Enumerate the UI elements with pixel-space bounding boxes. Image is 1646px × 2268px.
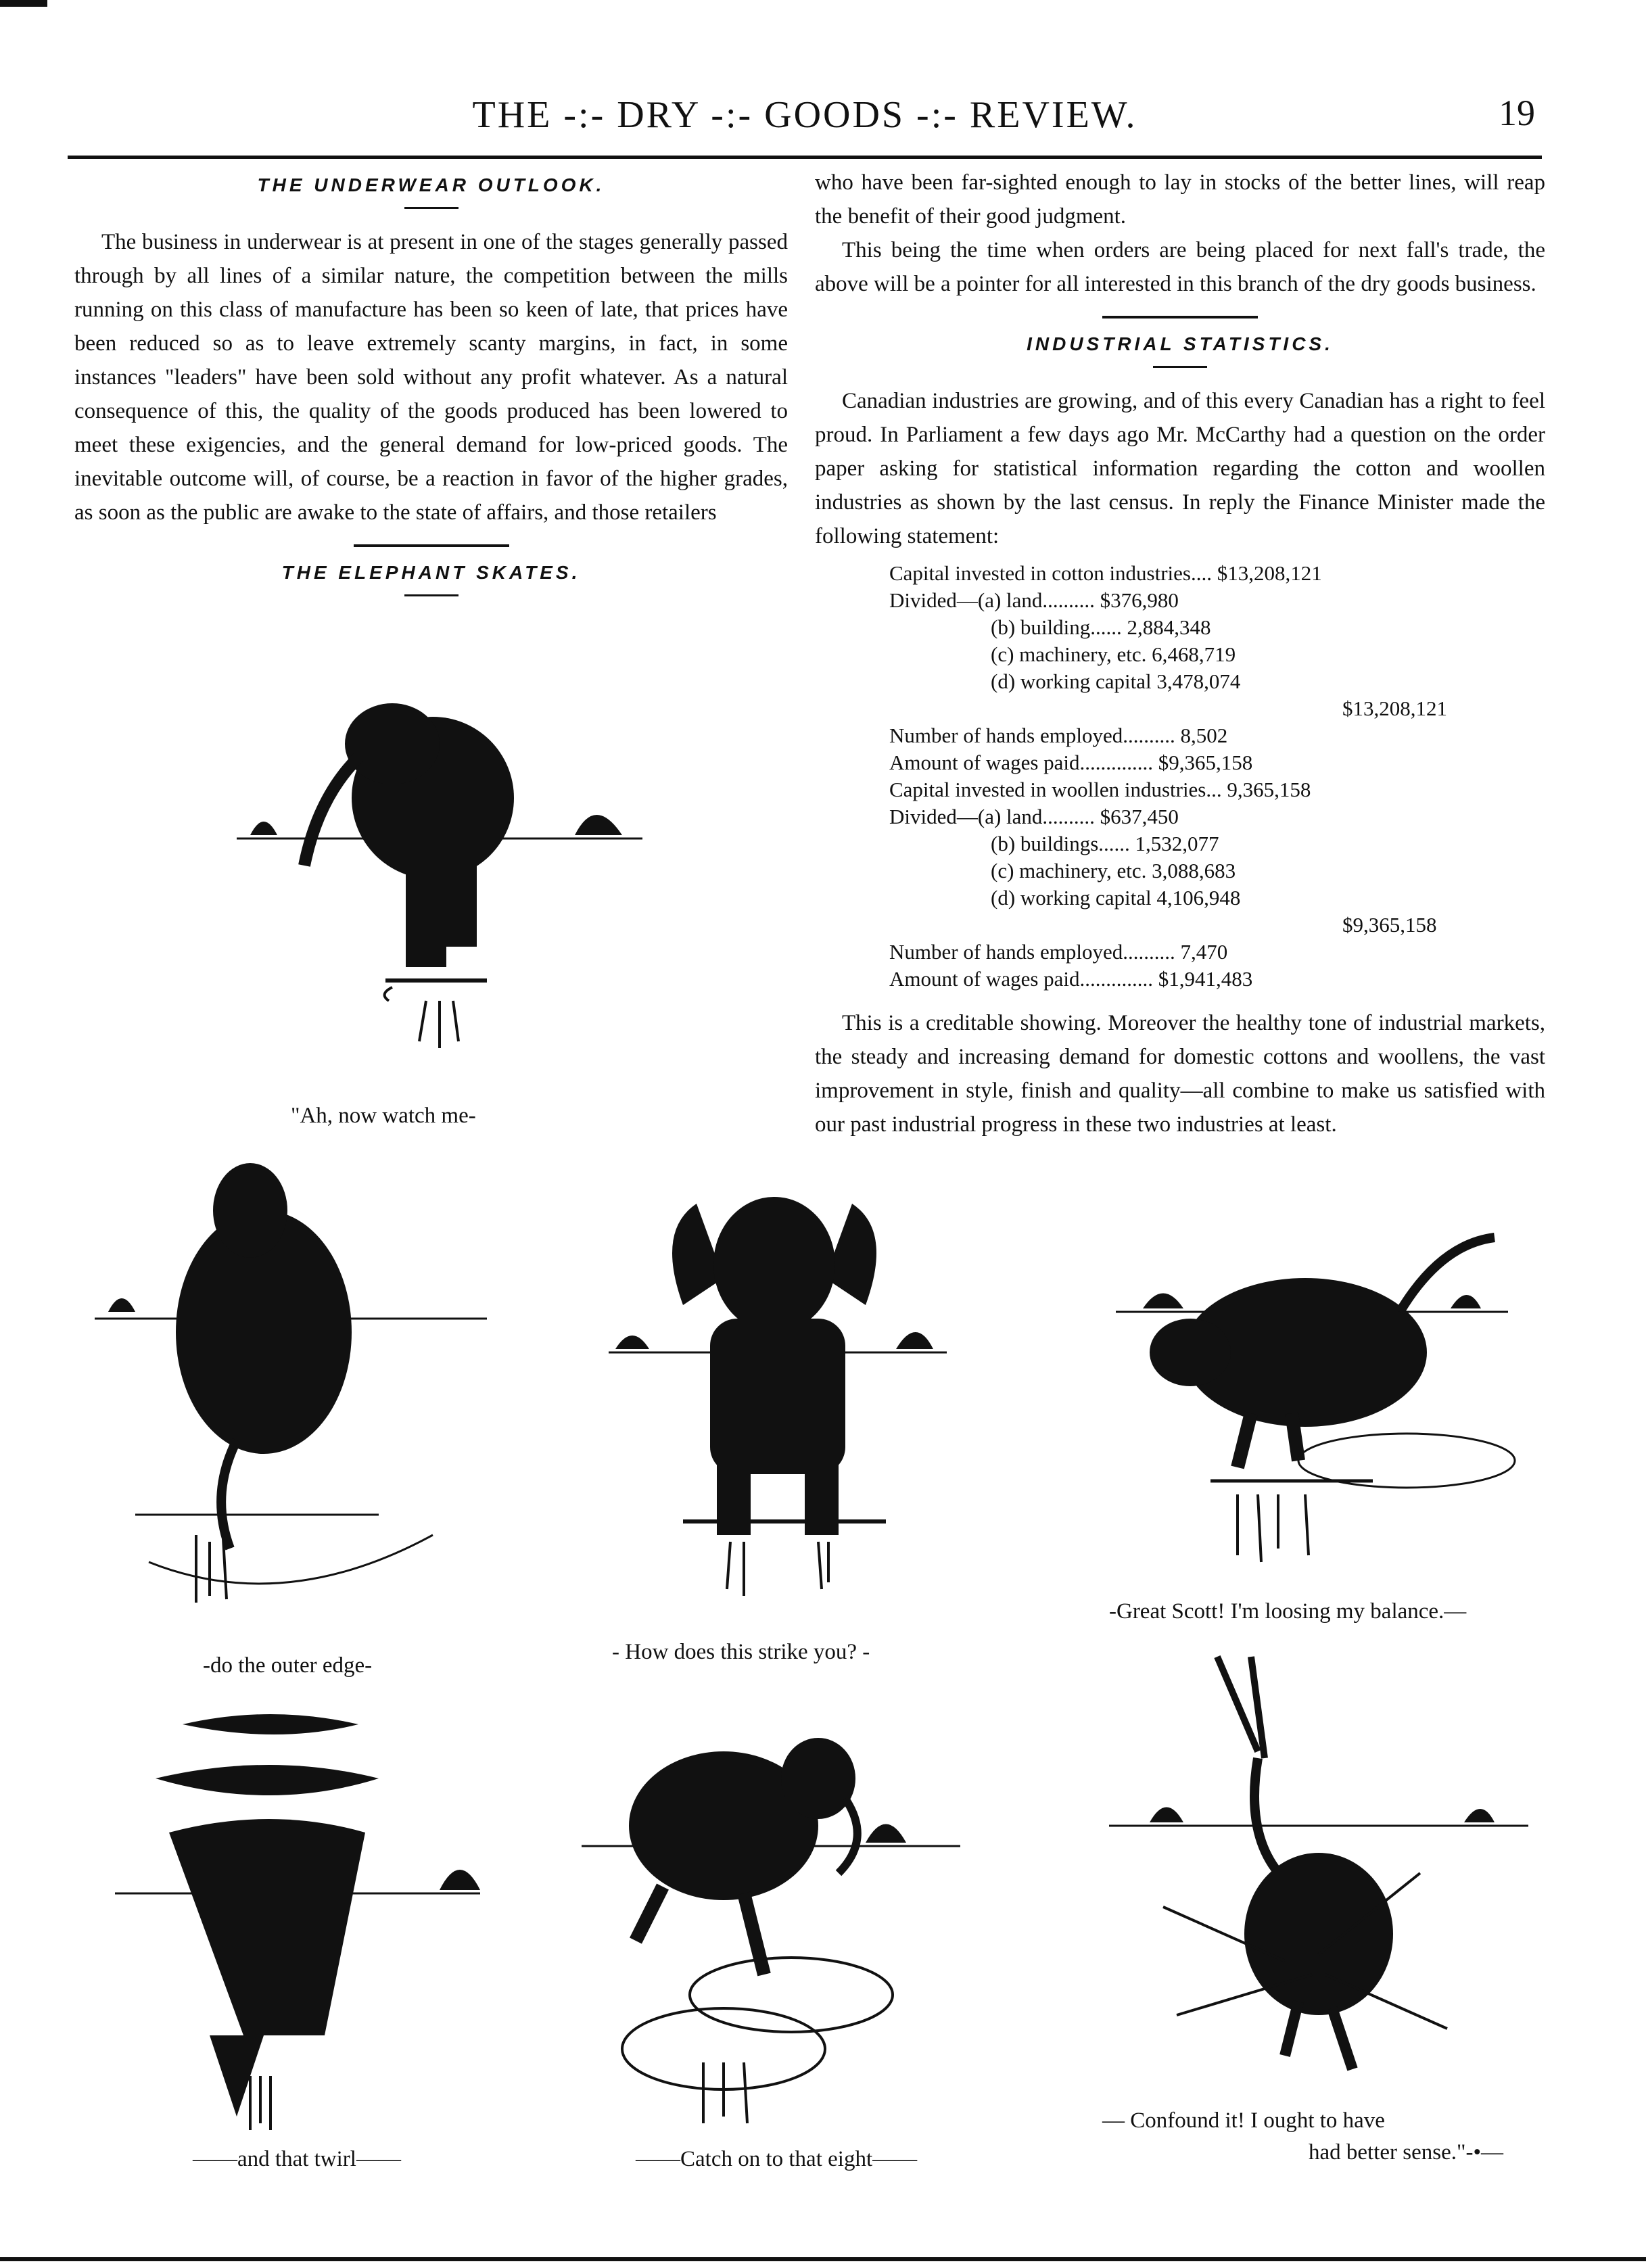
divider [404,594,458,596]
elephant-illustration-5 [115,1697,494,2137]
section-rule [1102,316,1258,318]
caption-4: -Great Scott! I'm loosing my balance.— [1109,1599,1467,1624]
stat-row: Amount of wages paid.............. $9,365,158 [889,751,1253,774]
industrial-intro: Canadian industries are growing, and of this every Canadian has a right to feel proud. In Parliament a few days ago Mr. McCarthy had a question on the order paper asking for statistical information regarding the cotton and woollen industries as shown by the last census. In reply the Finance Minister made the following statement: [815,389,1545,548]
elephant-front-view-drawing [595,1190,960,1609]
left-column [74,174,788,613]
underwear-body: The business in underwear is at present in one of the stages generally passed through by all lines of a similar nature, the competition between the mills running on this class of manufacture has been so keen of late, that prices have been reduced so as to leave extremely scanty margins, in fact, in some instances "leaders" have been sold without any profit whatever. As a natural consequence of this, the quality of the goods produced has been lowered to meet these exigencies, and the general demand for low-priced goods. The inevitable outcome will, of course, be a reaction in favor of the higher grades, as soon as the public are awake to the state of affairs, and those retailers [74,230,788,525]
bottom-rule [0,2257,1646,2261]
divider [404,207,458,209]
statistics-table [869,553,1545,1026]
elephant-illustration-6 [568,1697,974,2137]
caption-3: - How does this strike you? - [612,1640,870,1664]
elephant-illustration-2 [95,1156,514,1643]
underwear-heading: THE UNDERWEAR OUTLOOK. [257,174,605,195]
stat-row: Number of hands employed.......... 7,470 [889,940,1228,964]
stat-row: Divided—(a) land.......... $376,980 [889,588,1179,612]
elephant-losing-balance-drawing [1102,1197,1535,1589]
caption-2: -do the outer edge- [203,1653,373,1678]
stat-row: (c) machinery, etc. 3,088,683 [991,859,1236,882]
stat-row: Amount of wages paid.............. $1,941,483 [889,967,1253,991]
elephant-illustration-4 [1102,1197,1535,1589]
publication-title: THE -:- DRY -:- GOODS -:- REVIEW. [472,94,1137,136]
elephant-illustration-7 [1096,1650,1542,2103]
caption-7: — Confound it! I ought to have [1102,2108,1385,2133]
right-column [815,166,1545,1141]
stat-row: $9,365,158 [1342,913,1437,937]
caption-6: ——Catch on to that eight—— [636,2147,918,2171]
stat-row: (b) building...... 2,884,348 [991,615,1211,639]
stat-row: Divided—(a) land.......... $637,450 [889,805,1179,828]
corner-mark [0,0,47,7]
page-number: 19 [1499,93,1535,133]
elephant-outer-edge-drawing [95,1156,514,1643]
section-rule [354,544,509,547]
elephant-falling-through-ice-drawing [1096,1650,1542,2103]
caption-1: "Ah, now watch me- [291,1104,476,1128]
stat-row: Capital invested in woollen industries... 9,365,158 [889,778,1311,801]
stat-row: (d) working capital 4,106,948 [991,886,1241,909]
underwear-continued: who have been far-sighted enough to lay in stocks of the better lines, will reap the benefit of their good judgment. [815,170,1545,229]
stat-row: (b) buildings...... 1,532,077 [991,832,1219,855]
elephant-illustration-3 [595,1190,960,1609]
elephant-figure-eight-drawing [568,1697,974,2137]
underwear-second-paragraph: This being the time when orders are being placed for next fall's trade, the above will be a pointer for all interested in this branch of the dry goods business. [815,238,1545,296]
caption-5: ——and that twirl—— [193,2147,401,2171]
caption-8: had better sense."-•— [1309,2140,1504,2165]
stat-row: Capital invested in cotton industries.... $13,208,121 [889,561,1322,585]
stat-row: Number of hands employed.......... 8,502 [889,724,1228,747]
elephant-heading: THE ELEPHANT SKATES. [281,562,581,583]
elephant-skating-drawing [223,663,656,1095]
industrial-conclusion: This is a creditable showing. Moreover the healthy tone of industrial markets, the steady and increasing demand for domestic cottons and woollens, the vast improvement in style, finish and quality—all combine to make us satisfied with our past industrial progress in these two industries at least. [815,1011,1545,1137]
industrial-heading: INDUSTRIAL STATISTICS. [1027,333,1334,354]
elephant-twirl-drawing [115,1697,494,2137]
elephant-illustration-1 [223,663,656,1095]
page-header [68,81,1542,159]
stat-row: (d) working capital 3,478,074 [991,669,1241,693]
divider [1153,366,1207,368]
stat-row: $13,208,121 [1342,696,1447,720]
stat-row: (c) machinery, etc. 6,468,719 [991,642,1236,666]
